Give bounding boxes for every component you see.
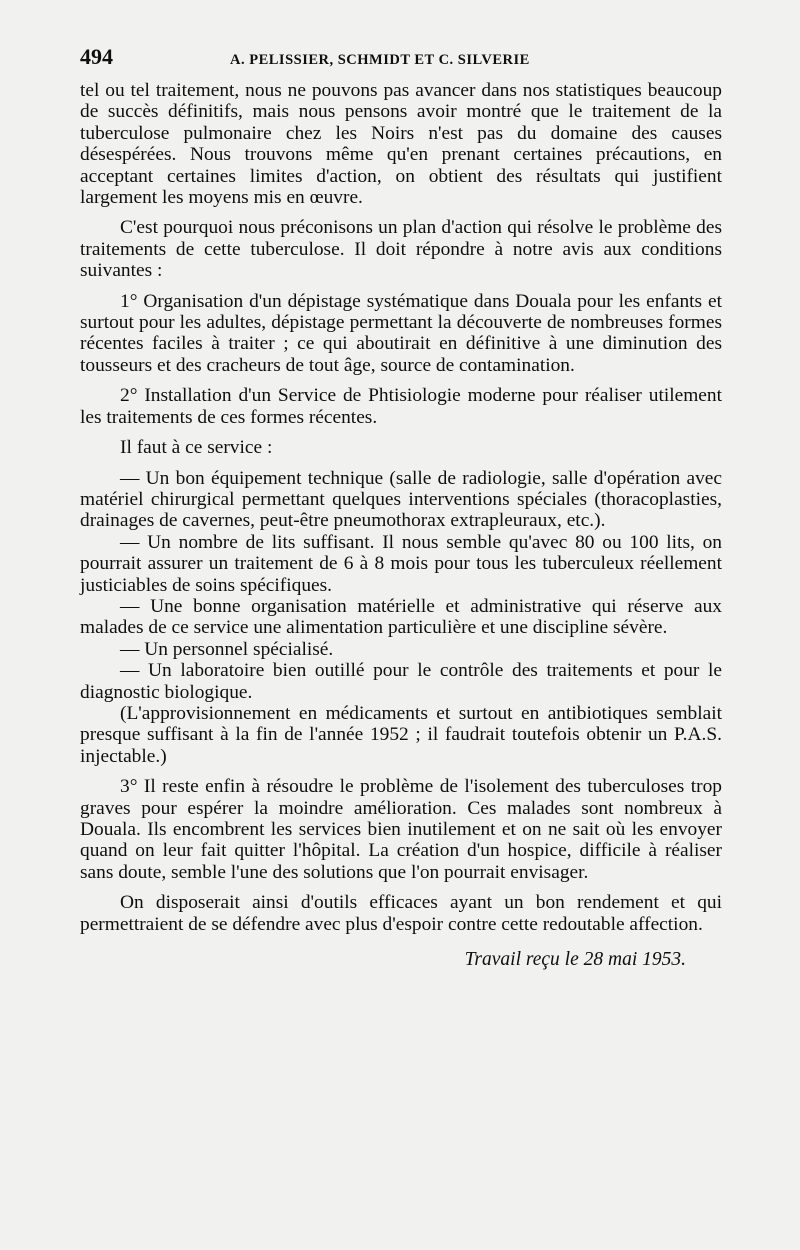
page-number: 494 xyxy=(80,44,113,69)
list-item-organisation: — Une bonne organisation matérielle et administrative qui réserve aux malades de ce service une alimentation particulière et une discipline sévère. xyxy=(80,595,722,639)
list-item-beds: — Un nombre de lits suffisant. Il nous semble qu'avec 80 ou 100 lits, on pourrait assurer un traitement de 6 à 8 mois pour tous les tuberculeux réellement justiciables de soins spécifiques. xyxy=(80,531,722,596)
paragraph-supplies-note: (L'approvisionnement en médicaments et surtout en antibiotiques semblait presque suffisant à la fin de l'année 1952 ; il faudrait toutefois obtenir un P.A.S. injectable.) xyxy=(80,702,722,767)
list-item-equipment: — Un bon équipement technique (salle de radiologie, salle d'opération avec matériel chirurgical permettant quelques interventions spéciales (thoracoplasties, drainages de cavernes, peut-être pneumothorax extrapleuraux, etc.). xyxy=(80,467,722,532)
list-item-staff: — Un personnel spécialisé. xyxy=(120,638,334,660)
running-head xyxy=(80,44,722,80)
paragraph-point-1: 1° Organisation d'un dépistage systématique dans Douala pour les enfants et surtout pour les adultes, dépistage permettant la découverte de nombreuses formes récentes faciles à traiter ; ce qui aboutirait en définitive à une diminution des tousseurs et des cracheurs de tout âge, source de contamination. xyxy=(80,290,722,376)
paragraph-point-2: 2° Installation d'un Service de Phtisiologie moderne pour réaliser utilement les traitements de ces formes récentes. xyxy=(80,385,722,428)
running-title: A. PELISSIER, SCHMIDT ET C. SILVERIE xyxy=(230,52,530,68)
received-date-note: Travail reçu le 28 mai 1953. xyxy=(464,949,686,971)
paragraph-conclusion: On disposerait ainsi d'outils efficaces ayant un bon rendement et qui permettraient de se défendre avec plus d'espoir contre cette redoutable affection. xyxy=(80,892,722,935)
paragraph-continuation: tel ou tel traitement, nous ne pouvons pas avancer dans nos statistiques beaucoup de succès définitifs, mais nous pensons avoir montré que le traitement de la tuberculose pulmonaire chez les Noirs n'est pas du domaine des causes désespérées. Nous trouvons même qu'en prenant certaines précautions, en acceptant certaines limites d'action, on obtient des résultats qui justifient largement les moyens mis en œuvre. xyxy=(80,80,722,209)
list-item-laboratory: — Un laboratoire bien outillé pour le contrôle des traitements et pour le diagnostic biologique. xyxy=(80,660,722,703)
paragraph-service-needs: Il faut à ce service : xyxy=(120,437,273,459)
paragraph-plan-intro: C'est pourquoi nous préconisons un plan d'action qui résolve le problème des traitements de cette tuberculose. Il doit répondre à notre avis aux conditions suivantes : xyxy=(80,217,722,282)
paragraph-point-3: 3° Il reste enfin à résoudre le problème de l'isolement des tuberculoses trop graves pour espérer la moindre amélioration. Ces malades sont nombreux à Douala. Ils encombrent les services bien inutilement et on ne sait où les envoyer quand on leur fait quitter l'hôpital. La création d'un hospice, difficile à réaliser sans doute, semble l'une des solutions que l'on pourrait envisager. xyxy=(80,776,722,883)
